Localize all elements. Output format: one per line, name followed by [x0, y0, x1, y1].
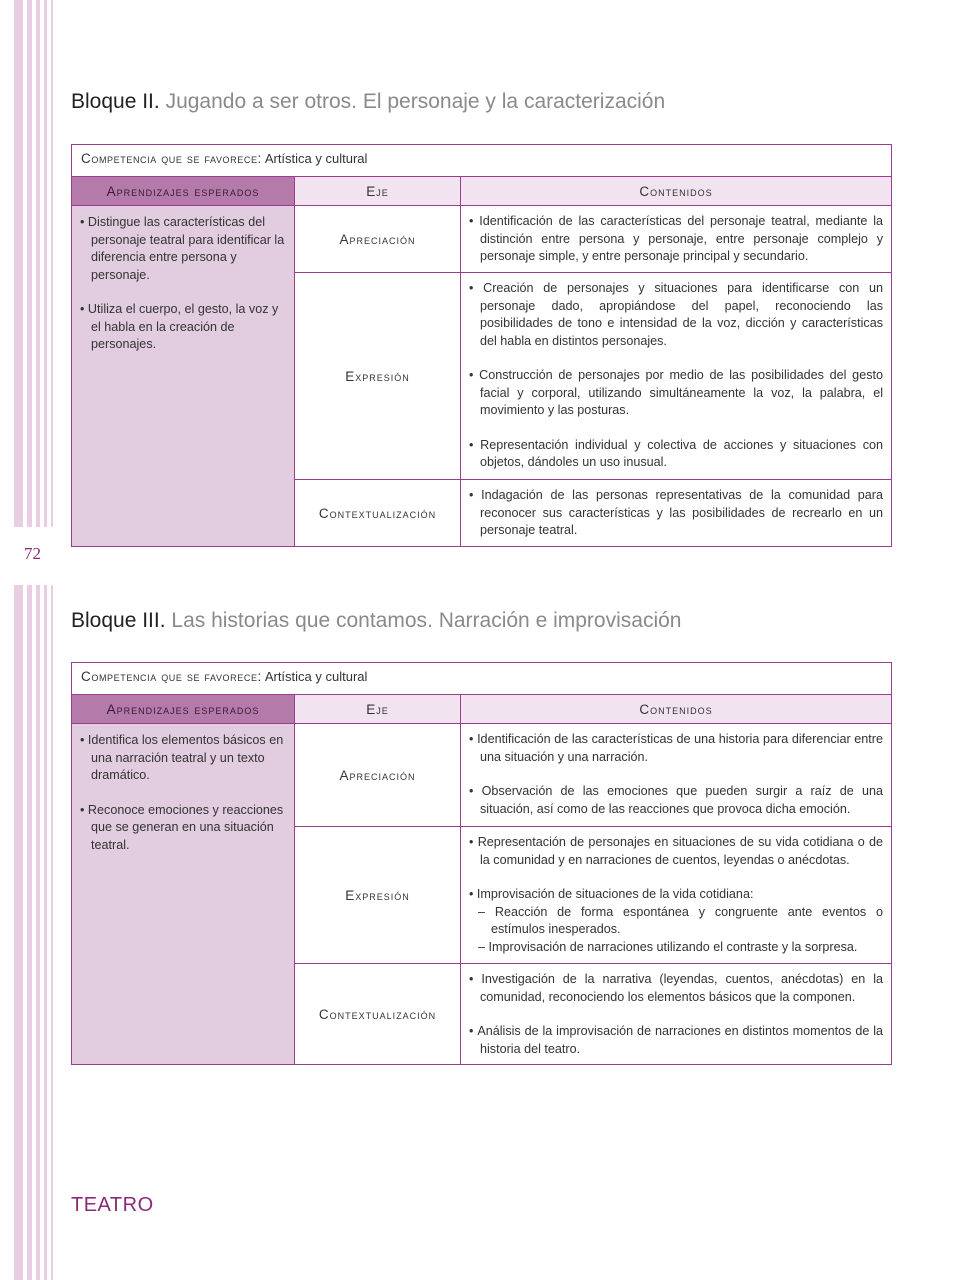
contenido-item: • Investigación de la narrativa (leyendas, cuentos, anécdotas) en la comunidad, reconociendo los elementos básicos que la componen. — [469, 972, 884, 1004]
eje-contextualizacion: Contextualización — [295, 480, 461, 547]
contenido-subitem: – Reacción de forma espontánea y congruente ante eventos o estímulos inesperados. — [478, 904, 883, 936]
block-3-title-subtitle: Las historias que contamos. Narración e improvisación — [165, 609, 682, 632]
contenidos-expresion — [461, 273, 892, 480]
header-contenidos: Contenidos — [461, 177, 892, 206]
contenidos-apreciacion — [461, 724, 892, 827]
block-2-title — [71, 90, 665, 114]
aprendizaje-item: • Identifica los elementos básicos en una narración teatral y un texto dramático. — [80, 733, 284, 782]
contenido-item: • Construcción de personajes por medio de las posibilidades del gesto facial y corporal, utilizando simultáneamente la voz, la palabra, el movimiento y las posturas. — [469, 368, 884, 417]
contenidos-apreciacion — [461, 206, 892, 273]
contenido-item: • Observación de las emociones que pueden surgir a raíz de una situación, así como de las reacciones que provoca dicha emoción. — [469, 784, 883, 816]
contenido-item: • Análisis de la improvisación de narraciones en distintos momentos de la historia del teatro. — [469, 1024, 884, 1056]
competencia-value: Artística y cultural — [261, 151, 368, 166]
header-eje: Eje — [295, 695, 461, 724]
eje-expresion: Expresión — [295, 273, 461, 480]
competencia-row — [72, 663, 892, 695]
contenido-item: • Representación de personajes en situaciones de su vida cotidiana o de la comunidad y en narraciones de cuentos, leyendas o anécdotas. — [469, 835, 884, 867]
aprendizajes-cell — [72, 206, 295, 547]
eje-apreciacion: Apreciación — [295, 724, 461, 827]
block-2-title-subtitle: Jugando a ser otros. El personaje y la caracterización — [159, 90, 666, 113]
aprendizaje-item: • Reconoce emociones y reacciones que se generan en una situación teatral. — [80, 802, 284, 852]
contenido-item: • Identificación de las características del personaje teatral, mediante la distinción entre persona y personaje, entre personaje complejo y personaje simple, y entre personaje principal y secundario. — [469, 214, 884, 263]
header-aprendizajes: Aprendizajes esperados — [72, 695, 295, 724]
header-contenidos: Contenidos — [461, 695, 892, 724]
contenido-item: • Creación de personajes y situaciones para identificarse con un personaje dado, apropiándose del papel, reconociendo las posibilidades de tono e intensidad de la voz, dicción y características del habla en distintos personajes. — [469, 281, 884, 348]
contenidos-contextualizacion — [461, 480, 892, 547]
eje-expresion: Expresión — [295, 827, 461, 964]
header-eje: Eje — [295, 177, 461, 206]
contenido-item: • Representación individual y colectiva de acciones y situaciones con objetos, dándoles un uso inusual. — [469, 437, 884, 469]
competencia-value: Artística y cultural — [261, 669, 368, 684]
aprendizaje-item: • Utiliza el cuerpo, el gesto, la voz y el habla en la creación de personajes. — [80, 302, 279, 351]
contenidos-contextualizacion — [461, 964, 892, 1065]
page-number: 72 — [24, 544, 41, 563]
aprendizajes-cell — [72, 724, 295, 1065]
block-3-title — [71, 609, 681, 633]
block-3-table — [71, 662, 892, 1065]
contenidos-expresion — [461, 827, 892, 964]
eje-apreciacion: Apreciación — [295, 206, 461, 273]
footer-section-label: TEATRO — [71, 1194, 154, 1216]
block-2-table — [71, 144, 892, 547]
contenido-item: • Indagación de las personas representativas de la comunidad para reconocer sus características y las posibilidades de recrearlo en un personaje teatral. — [469, 488, 884, 537]
competencia-label: Competencia que se favorece: — [81, 151, 262, 166]
contenido-item: • Identificación de las características de una historia para diferenciar entre una situación y una narración. — [469, 732, 884, 764]
header-aprendizajes: Aprendizajes esperados — [72, 177, 295, 206]
contenido-item: • Improvisación de situaciones de la vida cotidiana: — [469, 887, 754, 901]
competencia-row — [72, 145, 892, 177]
aprendizaje-item: • Distingue las características del personaje teatral para identificar la diferencia entre persona y personaje. — [80, 215, 285, 282]
decorative-stripes — [0, 0, 60, 1280]
block-3-title-bold: Bloque III. — [71, 609, 166, 632]
block-2-title-bold: Bloque II. — [71, 90, 160, 113]
eje-contextualizacion: Contextualización — [295, 964, 461, 1065]
competencia-label: Competencia que se favorece: — [81, 669, 262, 684]
contenido-subitem: – Improvisación de narraciones utilizando el contraste y la sorpresa. — [478, 939, 858, 954]
